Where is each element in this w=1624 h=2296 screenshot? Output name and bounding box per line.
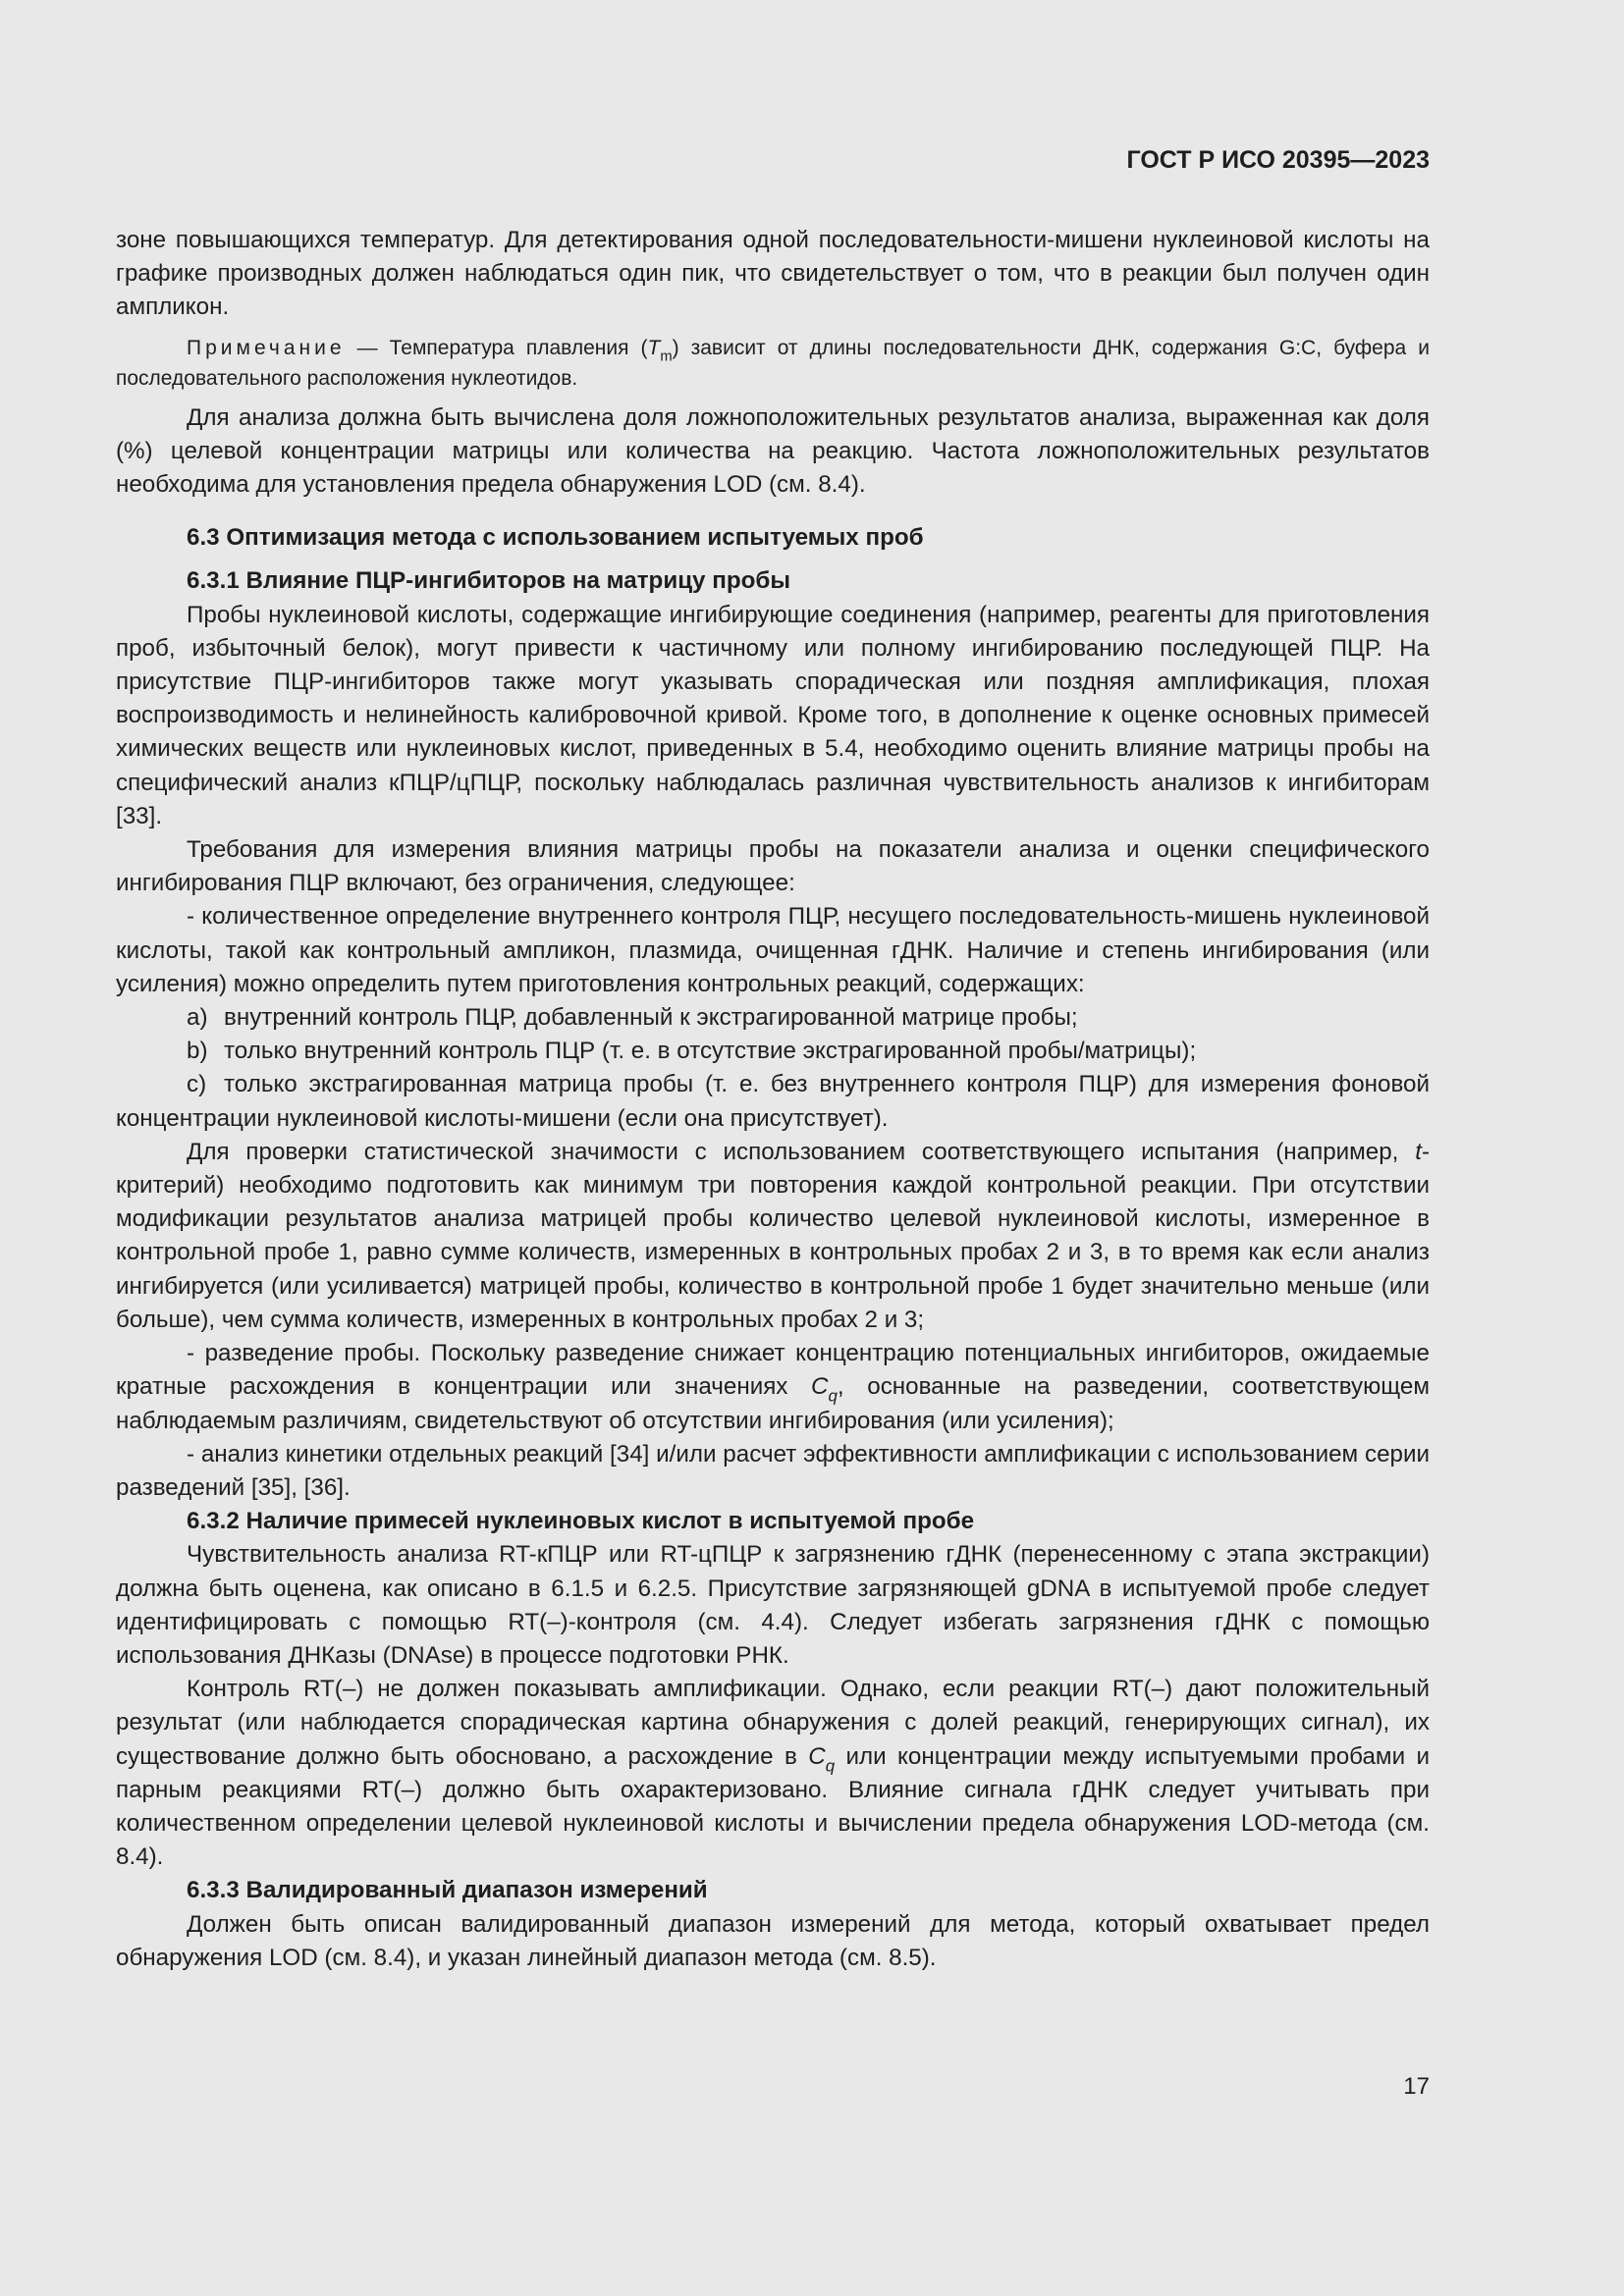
dilution-subscript-q: q [828, 1386, 838, 1406]
dilution-text-b: , основанные на разведении, соответствующем наблюдаемым различиям, свидетельствуют об отсутствии ингибирования (или усиления); [116, 1373, 1431, 1434]
list-text-c: только экстрагированная матрица пробы (т. е. без внутреннего контроля ПЦР) для измерения фоновой концентрации нуклеиновой кислоты-мишени (если она присутствует). [116, 1071, 1430, 1132]
paragraph-false-positive: Для анализа должна быть вычислена доля ложноположительных результатов анализа, выраженная как доля (%) целевой концентрации матрицы или количества на реакцию. Частота ложноположительных результатов необходима для установления предела обнаружения LOD (см. 8.4). [116, 403, 1430, 499]
paragraph-internal-control: - количественное определение внутреннего контроля ПЦР, несущего последовательность-мишень нуклеиновой кислоты, такой как контрольный ампликон, плазмида, очищенная гДНК. Наличие и степень ингибирования (или усиления) можно определить путем приготовления контрольных реакций, содержащих: [116, 903, 1430, 997]
paragraph-rt-sensitivity: Чувствительность анализа RT-кПЦР или RT-цПЦР к загрязнению гДНК (перенесенному с этапа экстракции) должна быть оценена, как описано в 6.1.5 и 6.2.5. Присутствие загрязняющей gDNA в испытуемой пробе следует идентифицировать с помощью RT(–)-контроля (см. 4.4). Следует избегать загрязнения гДНК с помощью использования ДНКазы (DNAse) в процессе подготовки РНК. [116, 1541, 1430, 1669]
note [116, 333, 1430, 394]
note-symbol-t: T [647, 336, 661, 359]
statistics-text-a: Для проверки статистической значимости с использованием соответствующего испытания (например, [187, 1138, 1416, 1165]
paragraph-melting-peak: зоне повышающихся температур. Для детектирования одной последовательности-мишени нуклеиновой кислоты на графике производных должен наблюдаться один пик, что свидетельствует о том, что в реакции был получен один ампликон. [116, 227, 1430, 321]
list-marker-a: a) [187, 1004, 208, 1032]
dilution-symbol-c: C [811, 1373, 829, 1401]
list-text-b: только внутренний контроль ПЦР (т. е. в отсутствие экстрагированной пробы/матрицы); [224, 1038, 1197, 1065]
paragraph-inhibitors: Пробы нуклеиновой кислоты, содержащие ингибирующие соединения (например, реагенты для приготовления проб, избыточный белок), могут привести к частичному или полному ингибированию последующей ПЦР. На присутствие ПЦР-ингибиторов также могут указывать спорадическая или поздняя амплификация, плохая воспроизводимость и нелинейность калибровочной кривой. Кроме того, в дополнение к оценке основных примесей химических веществ или нуклеиновых кислот, приведенных в 5.4, необходимо оценить влияние матрицы пробы на специфический анализ кПЦР/цПЦР, поскольку наблюдалась различная чувствительность анализов к ингибиторам [33]. [116, 601, 1430, 829]
note-label: Примечание [187, 336, 346, 359]
section-heading-6-3-2: 6.3.2 Наличие примесей нуклеиновых кислот в испытуемой пробе [187, 1508, 975, 1535]
paragraph-rt-control [116, 1673, 1430, 1874]
rt-control-subscript-q: q [825, 1756, 836, 1776]
rt-control-text-a: Контроль RT(–) не должен показывать амплификации. Однако, если реакции RT(–) дают положительный результат (или наблюдается спорадическая картина обнаружения с долей реакций, генерирующих сигнал), их существование должно быть обосновано, а расхождение в [116, 1676, 1430, 1770]
section-heading-6-3-3: 6.3.3 Валидированный диапазон измерений [187, 1877, 708, 1904]
paragraph-statistics [116, 1136, 1430, 1337]
note-text-b: ) зависит от длины последовательности ДНК, содержания G:C, буфера и последовательного расположения нуклеотидов. [116, 336, 1430, 390]
paragraph-kinetics: - анализ кинетики отдельных реакций [34] и/или расчет эффективности амплификации с использованием серии разведений [35], [36]. [116, 1440, 1430, 1501]
paragraph-validated-range: Должен быть описан валидированный диапазон измерений для метода, который охватывает предел обнаружения LOD (см. 8.4), и указан линейный диапазон метода (см. 8.5). [116, 1910, 1430, 1971]
page-number: 17 [1403, 2073, 1430, 2100]
list-marker-c: c) [187, 1071, 207, 1098]
rt-control-text-b: или концентрации между испытуемыми пробами и парным реакциями RT(–) должно быть охарактеризовано. Влияние сигнала гДНК следует учитывать при количественном определении целевой нуклеиновой кислоты и вычислении предела обнаружения LOD-метода (см. 8.4). [116, 1742, 1430, 1871]
list-marker-b: b) [187, 1038, 208, 1065]
list-text-a: внутренний контроль ПЦР, добавленный к экстрагированной матрице пробы; [224, 1004, 1078, 1032]
list-item-a [116, 1001, 1430, 1035]
page-content [116, 143, 1430, 1975]
paragraph-requirements: Требования для измерения влияния матрицы пробы на показатели анализа и оценки специфического ингибирования ПЦР включают, без ограничения, следующее: [116, 836, 1430, 897]
standard-header: ГОСТ Р ИСО 20395—2023 [1126, 146, 1430, 174]
paragraph-dilution [116, 1337, 1430, 1438]
list-item-c [116, 1068, 1430, 1135]
section-heading-6-3-1: 6.3.1 Влияние ПЦР-ингибиторов на матрицу пробы [187, 567, 790, 595]
rt-control-symbol-c: C [808, 1742, 826, 1770]
dilution-text-a: - разведение пробы. Поскольку разведение снижает концентрацию потенциальных ингибиторов, ожидаемые кратные расхождения в концентрации или значениях [116, 1340, 1430, 1401]
note-text-a: — Температура плавления ( [345, 336, 648, 359]
statistics-symbol-t: t [1415, 1138, 1422, 1165]
note-subscript-m: m [660, 348, 673, 365]
statistics-text-b: -критерий) необходимо подготовить как минимум три повторения каждой контрольной реакции. При отсутствии модификации результатов анализа матрицей пробы количество целевой нуклеиновой кислоты, измеренное в контрольной пробе 1, равно сумме количеств, измеренных в контрольных пробах 2 и 3, в то время как если анализ ингибируется (или усиливается) матрицей пробы, количество в контрольной пробе 1 будет значительно меньше (или больше), чем сумма количеств, измеренных в контрольных пробах 2 и 3; [116, 1138, 1430, 1333]
list-item-b [116, 1035, 1430, 1068]
section-heading-6-3: 6.3 Оптимизация метода с использованием испытуемых проб [187, 524, 924, 552]
